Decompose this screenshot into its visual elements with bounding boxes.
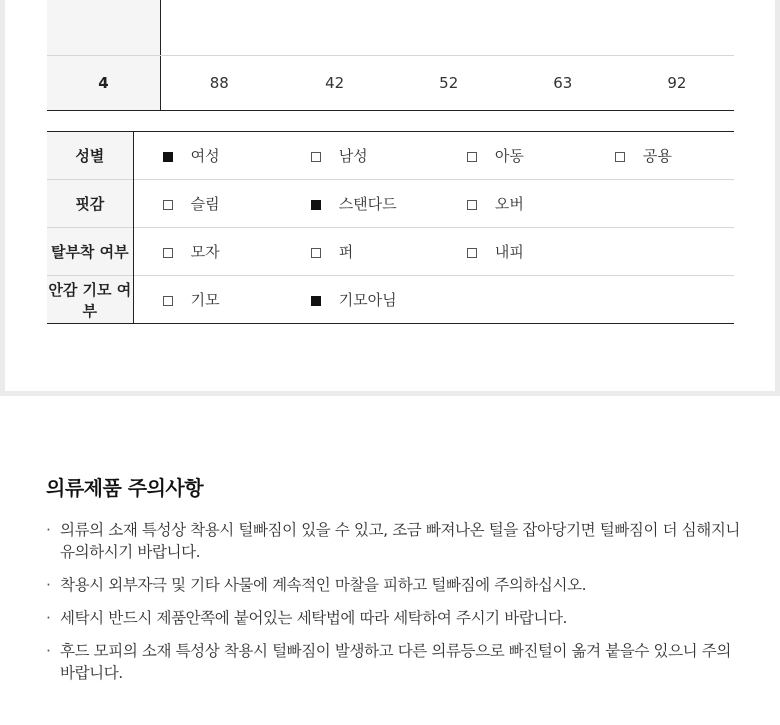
attribute-row-lining bbox=[47, 276, 734, 324]
checkbox-icon bbox=[467, 200, 477, 210]
attribute-option: 스탠다드 bbox=[282, 180, 438, 228]
size-value: 52 bbox=[392, 55, 506, 110]
attribute-option: 아동 bbox=[438, 132, 586, 180]
attribute-option: 슬림 bbox=[133, 180, 282, 228]
attribute-label: 성별 bbox=[47, 132, 133, 180]
checkbox-icon bbox=[311, 152, 321, 162]
table-row bbox=[47, 0, 734, 55]
attribute-option: 내피 bbox=[438, 228, 586, 276]
list-item: · 의류의 소재 특성상 착용시 털빠짐이 있을 수 있고, 조금 빠져나온 털을 잡아당기면 털빠짐이 더 심해지니 유의하시기 바랍니다. bbox=[46, 519, 746, 563]
checkbox-icon bbox=[163, 200, 173, 210]
attribute-option: 퍼 bbox=[282, 228, 438, 276]
size-value: 92 bbox=[620, 55, 734, 110]
attribute-option: 오버 bbox=[438, 180, 586, 228]
checkbox-icon bbox=[311, 200, 321, 210]
size-value: 88 bbox=[161, 55, 278, 110]
attribute-option: 기모 bbox=[133, 276, 282, 324]
checkbox-icon bbox=[311, 248, 321, 258]
attribute-row-gender bbox=[47, 132, 734, 180]
attribute-label: 탈부착 여부 bbox=[47, 228, 133, 276]
checkbox-icon bbox=[163, 248, 173, 258]
checkbox-icon bbox=[163, 296, 173, 306]
list-item: · 후드 모피의 소재 특성상 착용시 털빠짐이 발생하고 다른 의류등으로 빠진털이 옮겨 붙을수 있으니 주의 바랍니다. bbox=[46, 640, 746, 684]
table-row bbox=[47, 55, 734, 110]
attribute-option: 남성 bbox=[282, 132, 438, 180]
size-value: 63 bbox=[506, 55, 620, 110]
attribute-option: 여성 bbox=[133, 132, 282, 180]
attribute-row-fit bbox=[47, 180, 734, 228]
care-notice bbox=[46, 472, 746, 695]
attribute-table bbox=[47, 131, 734, 324]
checkbox-icon bbox=[467, 152, 477, 162]
list-item: · 착용시 외부자극 및 기타 사물에 계속적인 마찰을 피하고 털빠짐에 주의하십시오. bbox=[46, 574, 746, 596]
attribute-label: 안감 기모 여부 bbox=[47, 276, 133, 324]
attribute-option: 기모아님 bbox=[282, 276, 438, 324]
notice-list bbox=[46, 519, 746, 684]
attribute-option: 모자 bbox=[133, 228, 282, 276]
size-label: 4 bbox=[47, 55, 161, 110]
checkbox-icon bbox=[311, 296, 321, 306]
checkbox-icon bbox=[467, 248, 477, 258]
attribute-row-detachable bbox=[47, 228, 734, 276]
list-item: · 세탁시 반드시 제품안쪽에 붙어있는 세탁법에 따라 세탁하여 주시기 바랍니다. bbox=[46, 607, 746, 629]
checkbox-icon bbox=[163, 152, 173, 162]
size-value: 42 bbox=[278, 55, 392, 110]
attribute-label: 핏감 bbox=[47, 180, 133, 228]
checkbox-icon bbox=[615, 152, 625, 162]
attribute-option: 공용 bbox=[586, 132, 734, 180]
notice-title: 의류제품 주의사항 bbox=[46, 476, 204, 500]
size-table bbox=[47, 0, 734, 111]
